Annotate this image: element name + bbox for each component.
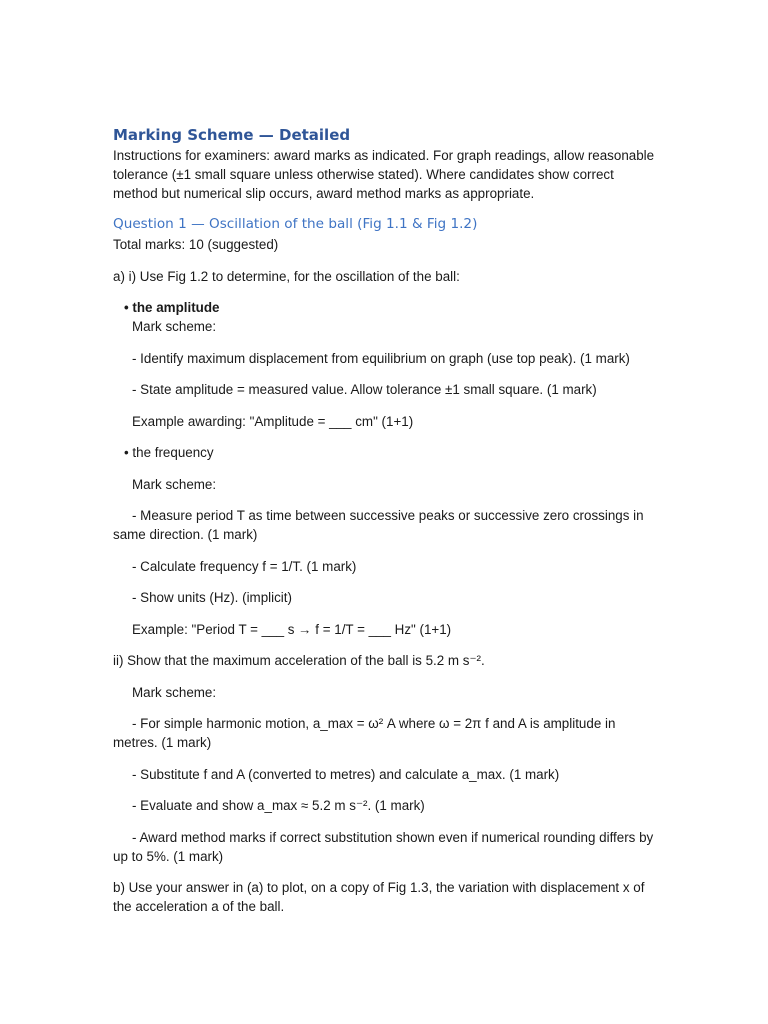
- amplitude-point-1: - Identify maximum displacement from equilibrium on graph (use top peak). (1 mark): [132, 350, 630, 366]
- part-b-question: b) Use your answer in (a) to plot, on a copy of Fig 1.3, the variation with displacement x of the acceleration a of the ball.: [113, 880, 645, 914]
- acceleration-point-1: - For simple harmonic motion, a_max = ω² A where ω = 2π f and A is amplitude in metres. (1 mark): [113, 716, 616, 750]
- question-1-heading: Question 1 — Oscillation of the ball (Fig 1.1 & Fig 1.2): [113, 216, 478, 232]
- frequency-point-2: - Calculate frequency f = 1/T. (1 mark): [132, 558, 357, 574]
- amplitude-bullet: • the amplitude: [124, 300, 220, 315]
- total-marks: Total marks: 10 (suggested): [113, 237, 279, 252]
- document-body: [113, 124, 658, 916]
- frequency-example: Example: "Period T = ___ s → f = 1/T = ___ Hz" (1+1): [132, 621, 452, 637]
- frequency-mark-scheme-label: Mark scheme:: [132, 476, 217, 492]
- part-a-ii-mark-scheme-label: Mark scheme:: [132, 684, 217, 700]
- frequency-point-3: - Show units (Hz). (implicit): [132, 590, 292, 605]
- amplitude-mark-scheme-label: Mark scheme:: [132, 319, 217, 334]
- frequency-point-1: - Measure period T as time between successive peaks or successive zero crossings in same direction. (1 mark): [113, 508, 644, 542]
- amplitude-example: Example awarding: "Amplitude = ___ cm" (1+1): [132, 413, 414, 429]
- frequency-bullet: • the frequency: [124, 445, 214, 460]
- acceleration-point-4: - Award method marks if correct substitution shown even if numerical rounding differs by up to 5%. (1 mark): [113, 829, 654, 864]
- part-a-ii-question: ii) Show that the maximum acceleration of the ball is 5.2 m s⁻².: [113, 653, 485, 668]
- acceleration-point-3: - Evaluate and show a_max ≈ 5.2 m s⁻². (1 mark): [132, 798, 425, 813]
- part-a-i-question: a) i) Use Fig 1.2 to determine, for the oscillation of the ball:: [113, 268, 460, 284]
- examiner-instructions: Instructions for examiners: award marks as indicated. For graph readings, allow reasonable tolerance (±1 small square unless otherwise stated). Where candidates show correct method but numerical slip occurs, award method marks as appropriate.: [113, 148, 655, 201]
- amplitude-point-2: - State amplitude = measured value. Allow tolerance ±1 small square. (1 mark): [132, 382, 597, 397]
- document-title: Marking Scheme — Detailed: [113, 126, 351, 144]
- acceleration-point-2: - Substitute f and A (converted to metres) and calculate a_max. (1 mark): [132, 766, 560, 782]
